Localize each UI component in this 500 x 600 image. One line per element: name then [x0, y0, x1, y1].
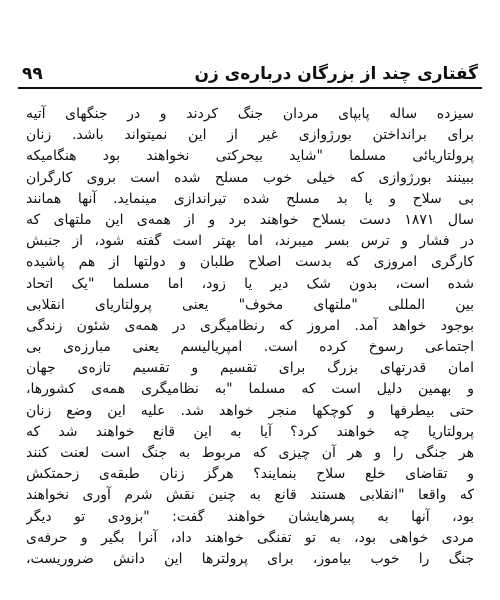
text-line: که واقعا "انقلابی هستند قانع به چنین نقش شرم آوری نخواهند: [26, 487, 474, 504]
text-line: جنگ را خوب بیاموز، برای پرولترها این دانش ضروریست،: [26, 550, 474, 567]
text-line: مردی خواهی بود، به تو تفنگی خواهند داد، آنرا بگیر و حرفه‌ی: [26, 529, 474, 546]
text-line: و تقاضای خلع سلاح بنمایند؟ هرگز زنان طبقه‌ی زحمتکش: [26, 466, 474, 483]
text-line: پرولتاریا چه خواهند کرد؟ آیا به این قانع خواهند شد که: [26, 423, 474, 440]
text-line: پرولتاریائی مسلما "شاید بیحرکتی نخواهند بود هنگامیکه: [26, 148, 474, 165]
text-line: و بهمین دلیل است که مسلما "به نظامیگری همه‌ی کشورها،: [26, 381, 474, 398]
header-rule: [18, 87, 482, 89]
text-line: امان قدرتهای بزرگ برای تقسیم و تقسیم تازه‌ی جهان: [26, 360, 474, 377]
text-line: ببینند بورژوازی که خیلی خوب مسلح شده است بروی کارگران: [26, 169, 474, 186]
text-line: اجتماعی رسوخ کرده است. امپریالیسم یعنی مبارزه‌ی بی: [26, 339, 474, 356]
text-line: شده است، بدون شک دیر یا زود، اما مسلما "یک اتحاد: [26, 275, 474, 292]
body-paragraph: [26, 104, 474, 570]
text-line: بود، آنها به پسرهایشان خواهند گفت: "بزودی تو دیگر: [26, 508, 474, 525]
text-line: در فشار و ترس بسر میبرند، اما بهتر است گفته شود، از جنبش: [26, 233, 474, 250]
text-line: سیزده ساله پابپای مردان جنگ کردند و در جنگهای آتیه: [26, 106, 474, 122]
text-line: بی سلاح و یا بد مسلح شده تیراندازی مینماید. آنها همانند: [26, 190, 474, 207]
running-header: [22, 56, 478, 84]
text-line: بوجود خواهد آمد. امروز که رنظامیگری در همه‌ی شئون زندگی: [26, 317, 474, 334]
text-line: برای برانداختن بورژوازی غیر از این نمیتواند باشد. زنان: [26, 127, 474, 144]
header-title: گفتاری چند از بزرگان درباره‌ی زن: [194, 64, 478, 84]
text-line: بین المللی "ملتهای مخوف" یعنی پرولتاریای انقلابی: [26, 296, 474, 313]
text-line: کارگری امروزی که بدست اصلاح طلبان و دولتها از هم پاشیده: [26, 254, 474, 271]
text-line: هر جنگی را و هر آن چیزی که مربوط به جنگ است لعنت کنند: [26, 445, 474, 461]
text-line: سال ۱۸۷۱ دست بسلاح خواهند برد و از همه‌ی این ملتهای که: [26, 211, 474, 228]
page-number: ۹۹: [22, 64, 43, 84]
text-line: حتی بیطرفها و کوچکها منجر خواهد شد. علیه این وضع زنان: [26, 402, 474, 419]
